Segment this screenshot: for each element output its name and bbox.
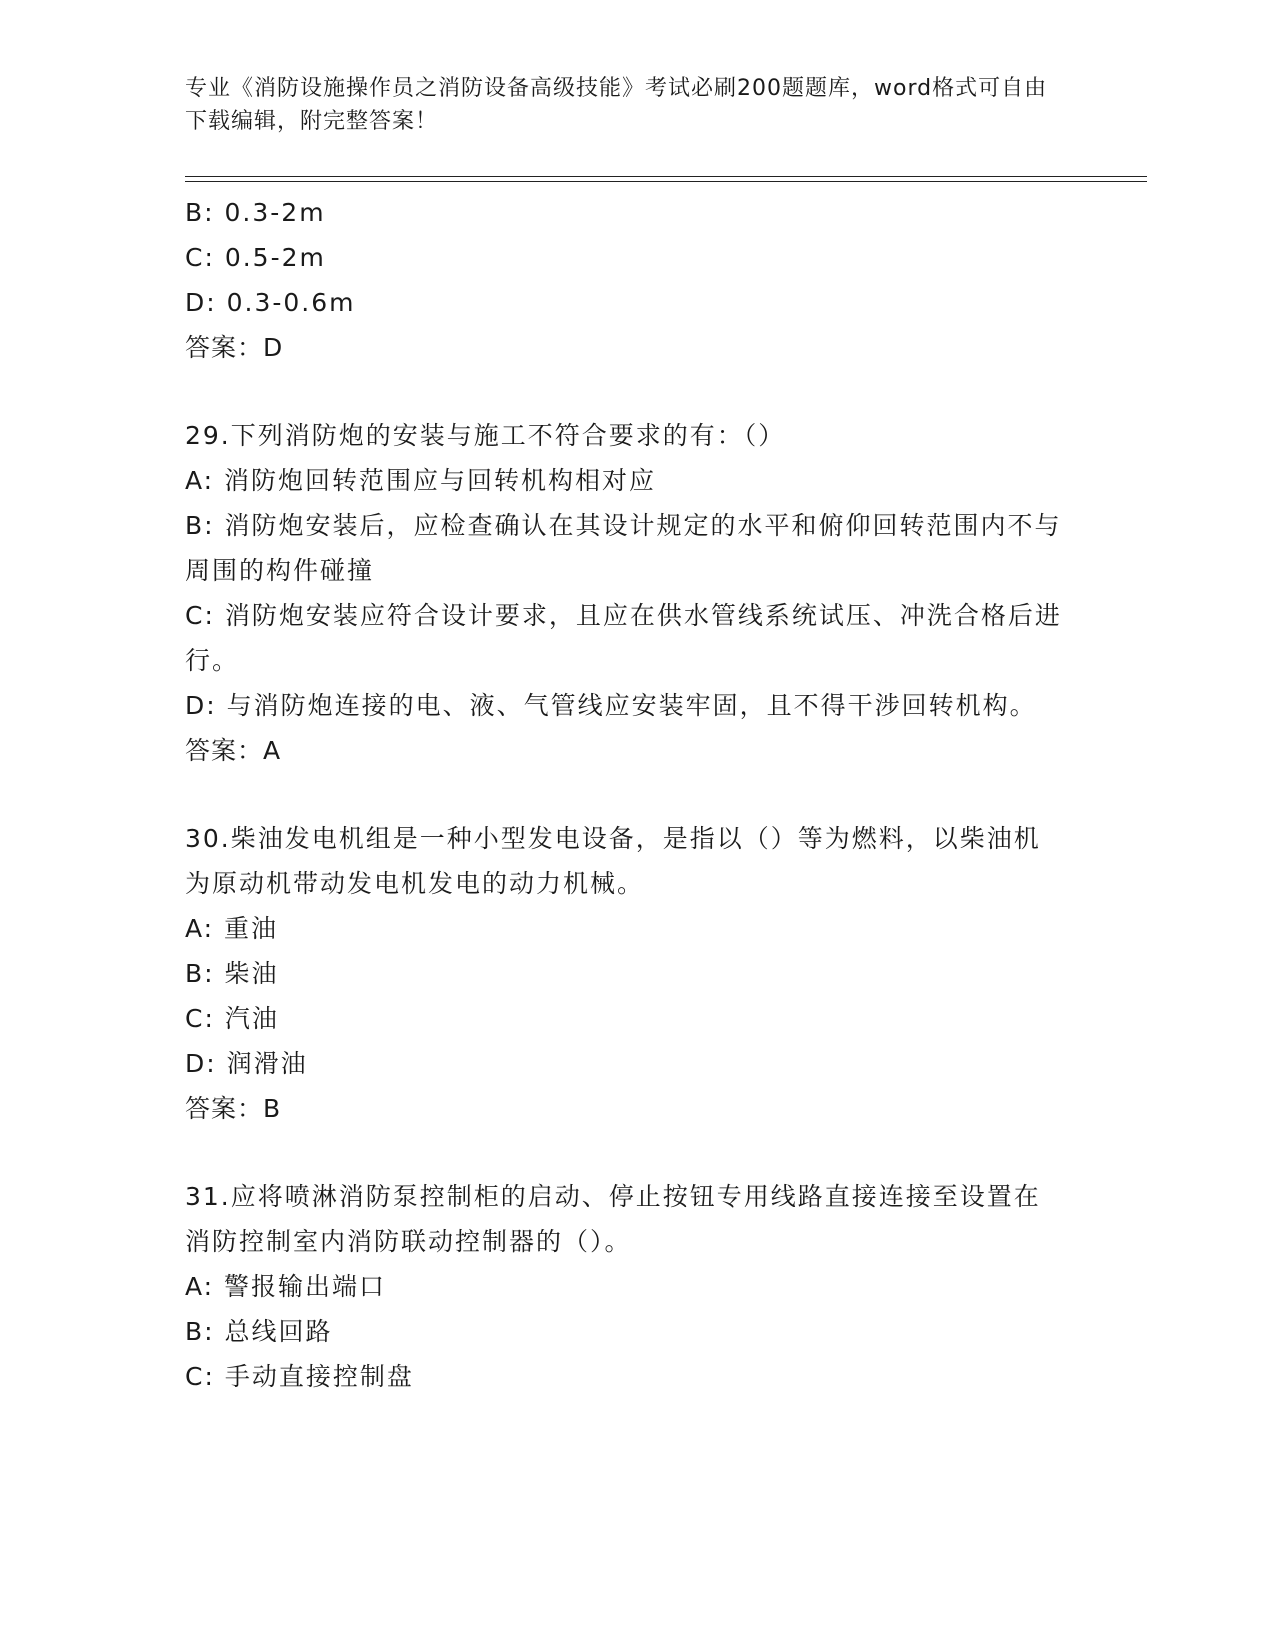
question-list [185, 190, 1065, 1399]
question-text: 30.柴油发电机组是一种小型发电设备，是指以（）等为燃料，以柴油机为原动机带动发电机发电的动力机械。 [185, 824, 1041, 898]
page-header: 专业《消防设施操作员之消防设备高级技能》考试必刷200题题库，word格式可自由下载编辑，附完整答案！ [185, 76, 1048, 134]
question-text: 31.应将喷淋消防泵控制柜的启动、停止按钮专用线路直接连接至设置在消防控制室内消防联动控制器的（）。 [185, 1182, 1041, 1256]
question-block [185, 190, 1065, 370]
option-a: A: 重油 [185, 914, 279, 943]
answer-line: 答案：B [185, 1094, 282, 1123]
option-c: C: 手动直接控制盘 [185, 1362, 414, 1391]
option-b: B: 消防炮安装后，应检查确认在其设计规定的水平和俯仰回转范围内不与周围的构件碰撞 [185, 511, 1062, 585]
question-block [185, 1174, 1065, 1399]
header-rule-top [185, 176, 1147, 177]
option-c: C: 消防炮安装应符合设计要求，且应在供水管线系统试压、冲洗合格后进行。 [185, 601, 1062, 675]
question-block [185, 413, 1065, 773]
answer-line: 答案：D [185, 333, 284, 362]
option-d: D: 与消防炮连接的电、液、气管线应安装牢固，且不得干涉回转机构。 [185, 691, 1037, 720]
option-c: C: 汽油 [185, 1004, 279, 1033]
option-a: A: 警报输出端口 [185, 1272, 387, 1301]
option-d: D: 0.3-0.6m [185, 288, 356, 317]
option-a: A: 消防炮回转范围应与回转机构相对应 [185, 466, 657, 495]
option-d: D: 润滑油 [185, 1049, 308, 1078]
option-b: B: 0.3-2m [185, 198, 326, 227]
header-rule-bottom [185, 181, 1147, 182]
question-block [185, 816, 1065, 1131]
option-b: B: 柴油 [185, 959, 279, 988]
question-text: 29.下列消防炮的安装与施工不符合要求的有：（） [185, 421, 786, 450]
option-b: B: 总线回路 [185, 1317, 333, 1346]
option-c: C: 0.5-2m [185, 243, 326, 272]
answer-line: 答案：A [185, 736, 282, 765]
